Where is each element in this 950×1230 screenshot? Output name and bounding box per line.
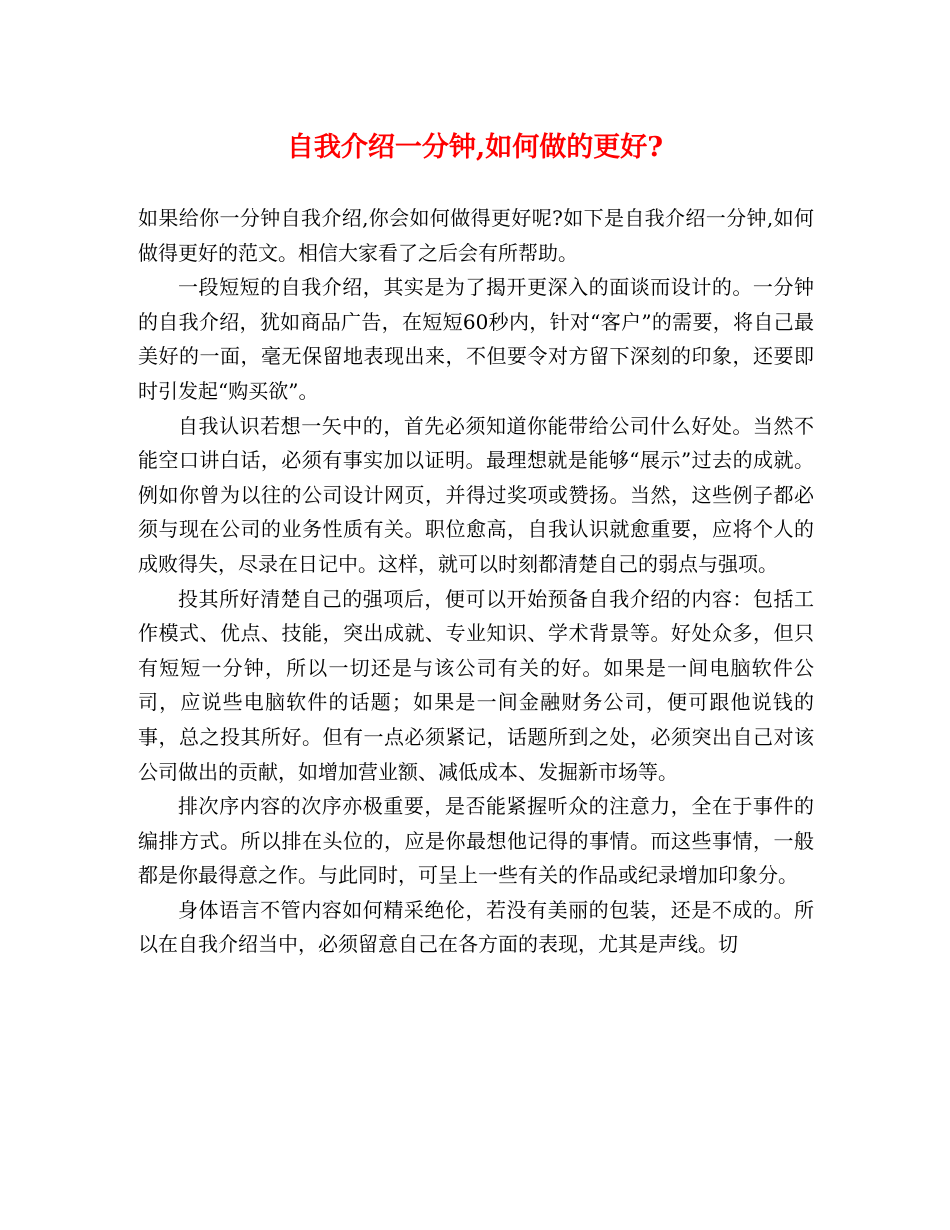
paragraph-purpose: 一段短短的自我介绍，其实是为了揭开更深入的面谈而设计的。一分钟的自我介绍，犹如商品广告，在短短60秒内，针对“客户”的需要，将自己最美好的一面，毫无保留地表现出来，不但要令对方留下深刻的印象，还要即时引发起“购买欲”。 (138, 275, 814, 403)
document-body (138, 201, 814, 962)
document-title: 自我介绍一分钟,如何做的更好? (286, 132, 664, 163)
paragraph-ordering: 排次序内容的次序亦极重要，是否能紧握听众的注意力，全在于事件的编排方式。所以排在头位的，应是你最想他记得的事情。而这些事情，一般都是你最得意之作。与此同时，可呈上一些有关的作品或纪录增加印象分。 (138, 794, 814, 888)
paragraph-intro: 如果给你一分钟自我介绍,你会如何做得更好呢?如下是自我介绍一分钟,如何做得更好的范文。相信大家看了之后会有所帮助。 (138, 206, 814, 265)
paragraph-self-knowledge: 自我认识若想一矢中的，首先必须知道你能带给公司什么好处。当然不能空口讲白话，必须有事实加以证明。最理想就是能够“展示”过去的成就。例如你曾为以往的公司设计网页，并得过奖项或赞扬。当然，这些例子都必须与现在公司的业务性质有关。职位愈高，自我认识就愈重要，应将个人的成败得失，尽录在日记中。这样，就可以时刻都清楚自己的弱点与强项。 (138, 413, 814, 576)
paragraph-body-language: 身体语言不管内容如何精采绝伦，若没有美丽的包装，还是不成的。所以在自我介绍当中，必须留意自己在各方面的表现，尤其是声线。切 (138, 897, 814, 957)
paragraph-cater-to-audience: 投其所好清楚自己的强项后，便可以开始预备自我介绍的内容：包括工作模式、优点、技能，突出成就、专业知识、学术背景等。好处众多，但只有短短一分钟，所以一切还是与该公司有关的好。如果是一间电脑软件公司，应说些电脑软件的话题；如果是一间金融财务公司，便可跟他说钱的事，总之投其所好。但有一点必须紧记，话题所到之处，必须突出自己对该公司做出的贡献，如增加营业额、减低成本、发掘新市场等。 (138, 586, 814, 784)
